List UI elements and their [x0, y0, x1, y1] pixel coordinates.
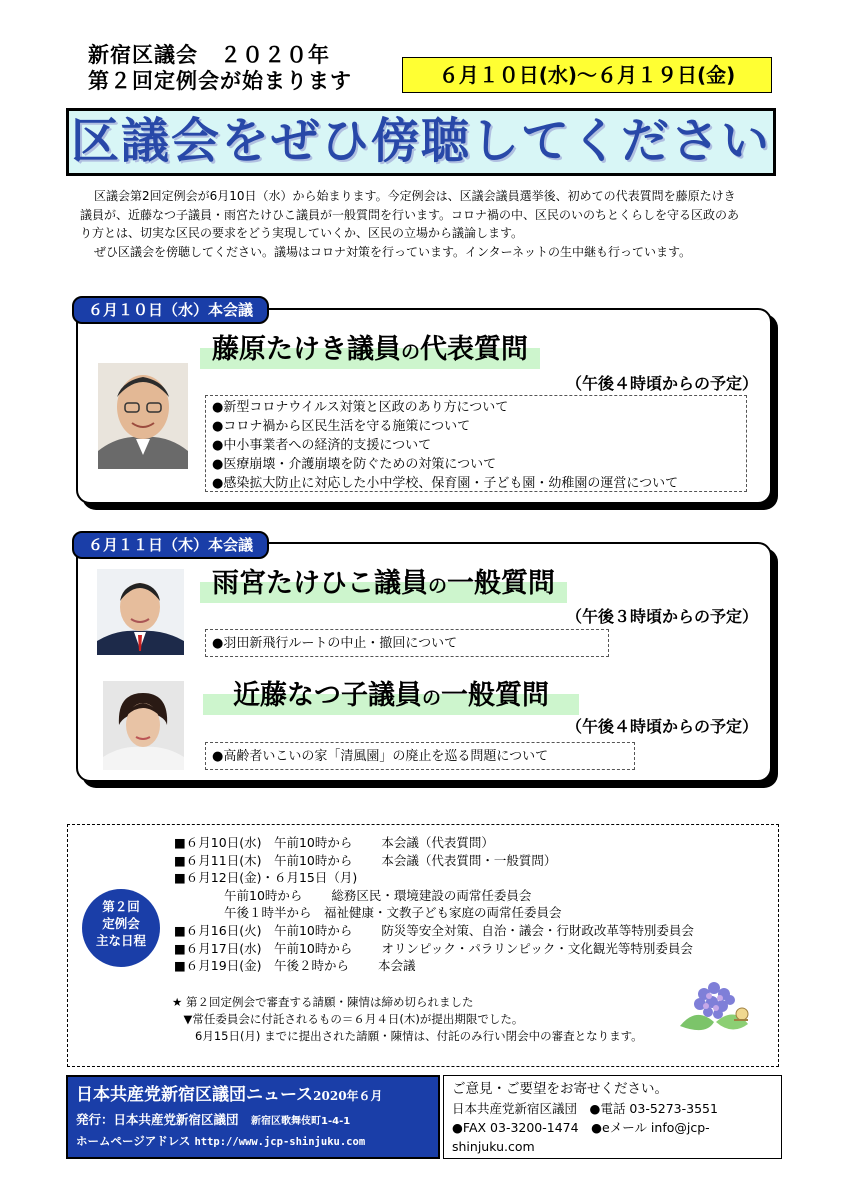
question-type: 一般質問 — [447, 568, 556, 599]
topic-item: ●高齢者いこいの家「清風園」の廃止を巡る問題について — [212, 749, 549, 764]
contact-tel: ●電話 03-5273-3551 — [589, 1101, 718, 1116]
schedule-row: 午前10時から 総務区民・環境建設の両常任委員会 — [174, 887, 532, 903]
title-particle: の — [428, 575, 448, 597]
schedule-list — [174, 834, 694, 975]
amemiya-title — [200, 565, 567, 603]
intro-line: 区議会第2回定例会が6月10日（水）から始まります。今定例会は、区議会議員選挙後、初めての代表質問を藤原たけき — [94, 189, 736, 203]
session-dates: ６月１０日(水)～６月１９日(金) — [402, 57, 772, 93]
amemiya-schedule: （午後３時頃からの予定） — [566, 607, 759, 626]
note-line: 6月15日(月) までに提出された請願・陳情は、付託のみ行い閉会中の審査となります。 — [172, 1029, 643, 1043]
topic-item: ●羽田新飛行ルートの中止・撤回について — [212, 636, 458, 651]
topic-item: ●医療崩壊・介護崩壊を防ぐための対策について — [212, 457, 497, 472]
intro-line: り方とは、切実な区民の要求をどう実現していくか、区民の立場から議論します。 — [80, 226, 524, 240]
fujiwara-schedule: （午後４時頃からの予定） — [566, 374, 759, 393]
homepage-label: ホームページアドレス — [76, 1134, 191, 1148]
intro-line: 議員が、近藤なつ子議員・雨宮たけひこ議員が一般質問を行います。コロナ禍の中、区民のいのちとくらしを守る区政のあ — [80, 207, 740, 222]
contact-row — [452, 1099, 773, 1118]
schedule-row: ■６月12日(金)・６月15日（月) — [174, 870, 358, 886]
newsletter-title: 日本共産党新宿区議団ニュース — [76, 1085, 314, 1105]
question-type: 代表質問 — [420, 334, 529, 365]
publisher-row — [76, 1110, 350, 1128]
topic-item: ●コロナ禍から区民生活を守る施策について — [212, 419, 471, 434]
homepage-link[interactable]: http://www.jcp-shinjuku.com — [194, 1136, 366, 1148]
schedule-circle — [82, 889, 160, 967]
kondo-schedule: （午後４時頃からの予定） — [566, 717, 759, 736]
banner-title: 区議会をぜひ傍聴してください — [66, 108, 776, 176]
speaker-name: 近藤なつ子議員 — [233, 680, 422, 711]
circle-line: 主な日程 — [95, 933, 146, 948]
header-line1: 新宿区議会 ２０２０年 — [88, 43, 330, 67]
kondo-topics — [205, 742, 635, 770]
contact-org: 日本共産党新宿区議団 — [452, 1101, 578, 1116]
contact-email[interactable]: ●eメール info@jcp-shinjuku.com — [452, 1120, 710, 1154]
circle-line: 定例会 — [102, 916, 140, 931]
newsletter-date: 2020年６月 — [313, 1089, 383, 1103]
intro-line: ぜひ区議会を傍聴してください。議場はコロナ対策を行っています。インターネットの生中継も行っています。 — [94, 244, 692, 259]
topic-item: ●新型コロナウイルス対策と区政のあり方について — [212, 400, 509, 415]
session1-pill: ６月１０日（水）本会議 — [72, 296, 269, 324]
schedule-row: ■６月10日(水) 午前10時から 本会議（代表質問） — [174, 835, 494, 850]
title-particle: の — [401, 341, 421, 363]
topic-item: ●感染拡大防止に対応した小中学校、保育園・子ども園・幼稚園の運営について — [212, 476, 679, 491]
contact-title: ご意見・ご要望をお寄せください。 — [452, 1081, 668, 1097]
hydrangea-illustration — [676, 976, 752, 1038]
contact-fax: ●FAX 03-3200-1474 — [452, 1120, 579, 1135]
schedule-row: ■６月16日(火) 午前10時から 防災等安全対策、自治・議会・行財政改革等特別委員会 — [174, 922, 694, 938]
fujiwara-topics — [205, 395, 747, 492]
note-line: ▼常任委員会に付託されるもの＝６月４日(木)が提出期限でした。 — [172, 1012, 524, 1026]
fujiwara-photo — [98, 363, 188, 469]
petition-notes — [172, 994, 643, 1045]
schedule-row: 午後１時半から 福祉健康・文教子ども家庭の両常任委員会 — [174, 905, 562, 921]
homepage-row — [76, 1133, 365, 1149]
amemiya-photo — [97, 569, 184, 655]
topic-item: ●中小事業者への経済的支援について — [212, 438, 432, 453]
circle-line: 第２回 — [102, 899, 140, 914]
schedule-row: ■６月19日(金) 午後２時から 本会議 — [174, 958, 416, 974]
question-type: 一般質問 — [441, 680, 550, 711]
speaker-name: 藤原たけき議員 — [212, 334, 401, 365]
newsletter-footer — [66, 1075, 440, 1159]
session2-pill: ６月１１日（木）本会議 — [72, 531, 269, 559]
publisher-address: 新宿区歌舞伎町1-4-1 — [251, 1116, 351, 1127]
footer-title-row — [76, 1080, 383, 1105]
header-line2: 第２回定例会が始まります — [88, 69, 352, 93]
header-title — [88, 42, 352, 94]
fujiwara-title — [200, 331, 540, 369]
contact-row — [452, 1118, 773, 1156]
title-particle: の — [422, 687, 442, 709]
amemiya-topics — [205, 629, 609, 657]
contact-box — [443, 1075, 782, 1159]
note-line: ★ 第２回定例会で審査する請願・陳情は締め切られました — [172, 995, 474, 1009]
speaker-name: 雨宮たけひこ議員 — [212, 568, 428, 599]
kondo-photo — [103, 681, 184, 770]
kondo-title — [203, 677, 579, 715]
publisher: 発行：日本共産党新宿区議団 — [76, 1112, 239, 1127]
schedule-row: ■６月11日(木) 午前10時から 本会議（代表質問・一般質問） — [174, 852, 557, 868]
intro-text — [80, 187, 775, 261]
schedule-row: ■６月17日(水) 午前10時から オリンピック・パラリンピック・文化観光等特別委員会 — [174, 940, 693, 956]
